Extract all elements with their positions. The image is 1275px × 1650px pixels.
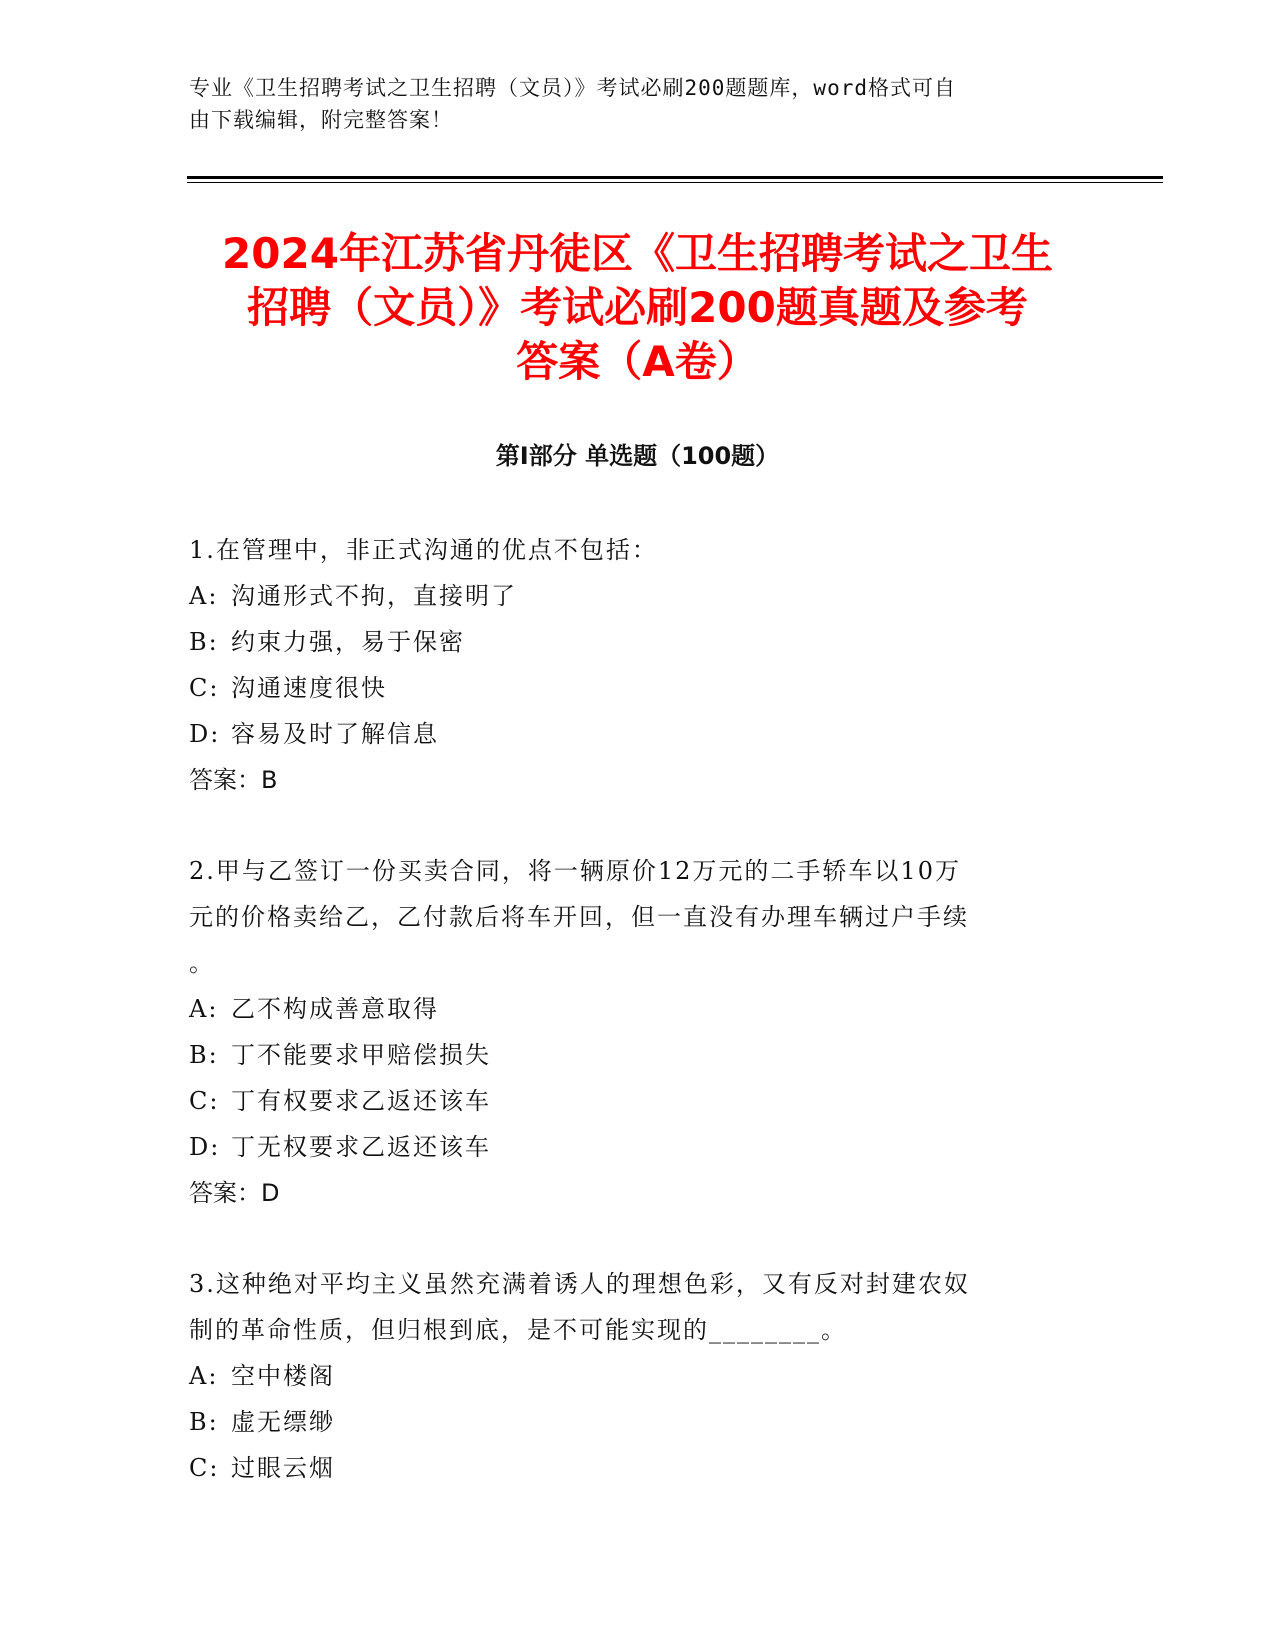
option-letter: B: — [189, 628, 219, 656]
option-text: 丁无权要求乙返还该车 — [231, 1133, 491, 1161]
option-text: 过眼云烟 — [231, 1454, 335, 1482]
title-line: 答案（A卷） — [516, 337, 759, 386]
question-3 — [189, 1261, 1079, 1491]
question-stem: 1.在管理中，非正式沟通的优点不包括： — [189, 536, 658, 564]
intro-line: 专业《卫生招聘考试之卫生招聘（文员）》考试必刷200题题库，word格式可自 — [189, 76, 956, 100]
option-d — [189, 711, 1079, 757]
option-c — [189, 1078, 1079, 1124]
option-letter: D: — [189, 720, 221, 748]
title-line: 2024年江苏省丹徒区《卫生招聘考试之卫生 — [222, 229, 1053, 278]
option-letter: B: — [189, 1408, 219, 1436]
question-stem: 元的价格卖给乙，乙付款后将车开回，但一直没有办理车辆过户手续 — [189, 903, 969, 931]
option-text: 沟通速度很快 — [231, 674, 387, 702]
header-divider-thick — [187, 176, 1163, 179]
option-text: 沟通形式不拘，直接明了 — [231, 582, 517, 610]
option-letter: B: — [189, 1041, 219, 1069]
question-1 — [189, 527, 1079, 803]
option-c — [189, 1445, 1079, 1491]
document-title — [150, 227, 1125, 389]
option-text: 容易及时了解信息 — [231, 720, 439, 748]
answer-key: 答案：B — [189, 766, 278, 794]
option-d — [189, 1124, 1079, 1170]
question-stem: 制的革命性质，但归根到底，是不可能实现的________。 — [189, 1316, 847, 1344]
option-a — [189, 573, 1079, 619]
option-a — [189, 986, 1079, 1032]
option-b — [189, 1032, 1079, 1078]
question-list — [189, 527, 1079, 1536]
option-b — [189, 619, 1079, 665]
title-line: 招聘（文员）》考试必刷200题真题及参考 — [247, 283, 1028, 332]
option-text: 丁有权要求乙返还该车 — [231, 1087, 491, 1115]
option-letter: A: — [189, 1362, 219, 1390]
answer-key: 答案：D — [189, 1179, 280, 1207]
option-text: 虚无缥缈 — [231, 1408, 335, 1436]
option-text: 乙不构成善意取得 — [231, 995, 439, 1023]
option-text: 空中楼阁 — [231, 1362, 335, 1390]
option-c — [189, 665, 1079, 711]
header-divider-thin — [187, 182, 1163, 183]
option-letter: C: — [189, 674, 220, 702]
option-a — [189, 1353, 1079, 1399]
option-letter: C: — [189, 1454, 220, 1482]
question-stem: 3.这种绝对平均主义虽然充满着诱人的理想色彩，又有反对封建农奴 — [189, 1270, 970, 1298]
section-heading: 第Ⅰ部分 单选题（100题） — [495, 442, 780, 470]
question-stem: 。 — [189, 949, 215, 977]
option-letter: C: — [189, 1087, 220, 1115]
option-text: 丁不能要求甲赔偿损失 — [231, 1041, 491, 1069]
option-letter: A: — [189, 995, 219, 1023]
question-stem: 2.甲与乙签订一份买卖合同，将一辆原价12万元的二手轿车以10万 — [189, 857, 961, 885]
option-b — [189, 1399, 1079, 1445]
intro-text — [189, 72, 1089, 136]
intro-line: 由下载编辑，附完整答案！ — [189, 108, 453, 132]
option-letter: D: — [189, 1133, 221, 1161]
question-2 — [189, 848, 1079, 1216]
option-letter: A: — [189, 582, 219, 610]
option-text: 约束力强，易于保密 — [231, 628, 465, 656]
